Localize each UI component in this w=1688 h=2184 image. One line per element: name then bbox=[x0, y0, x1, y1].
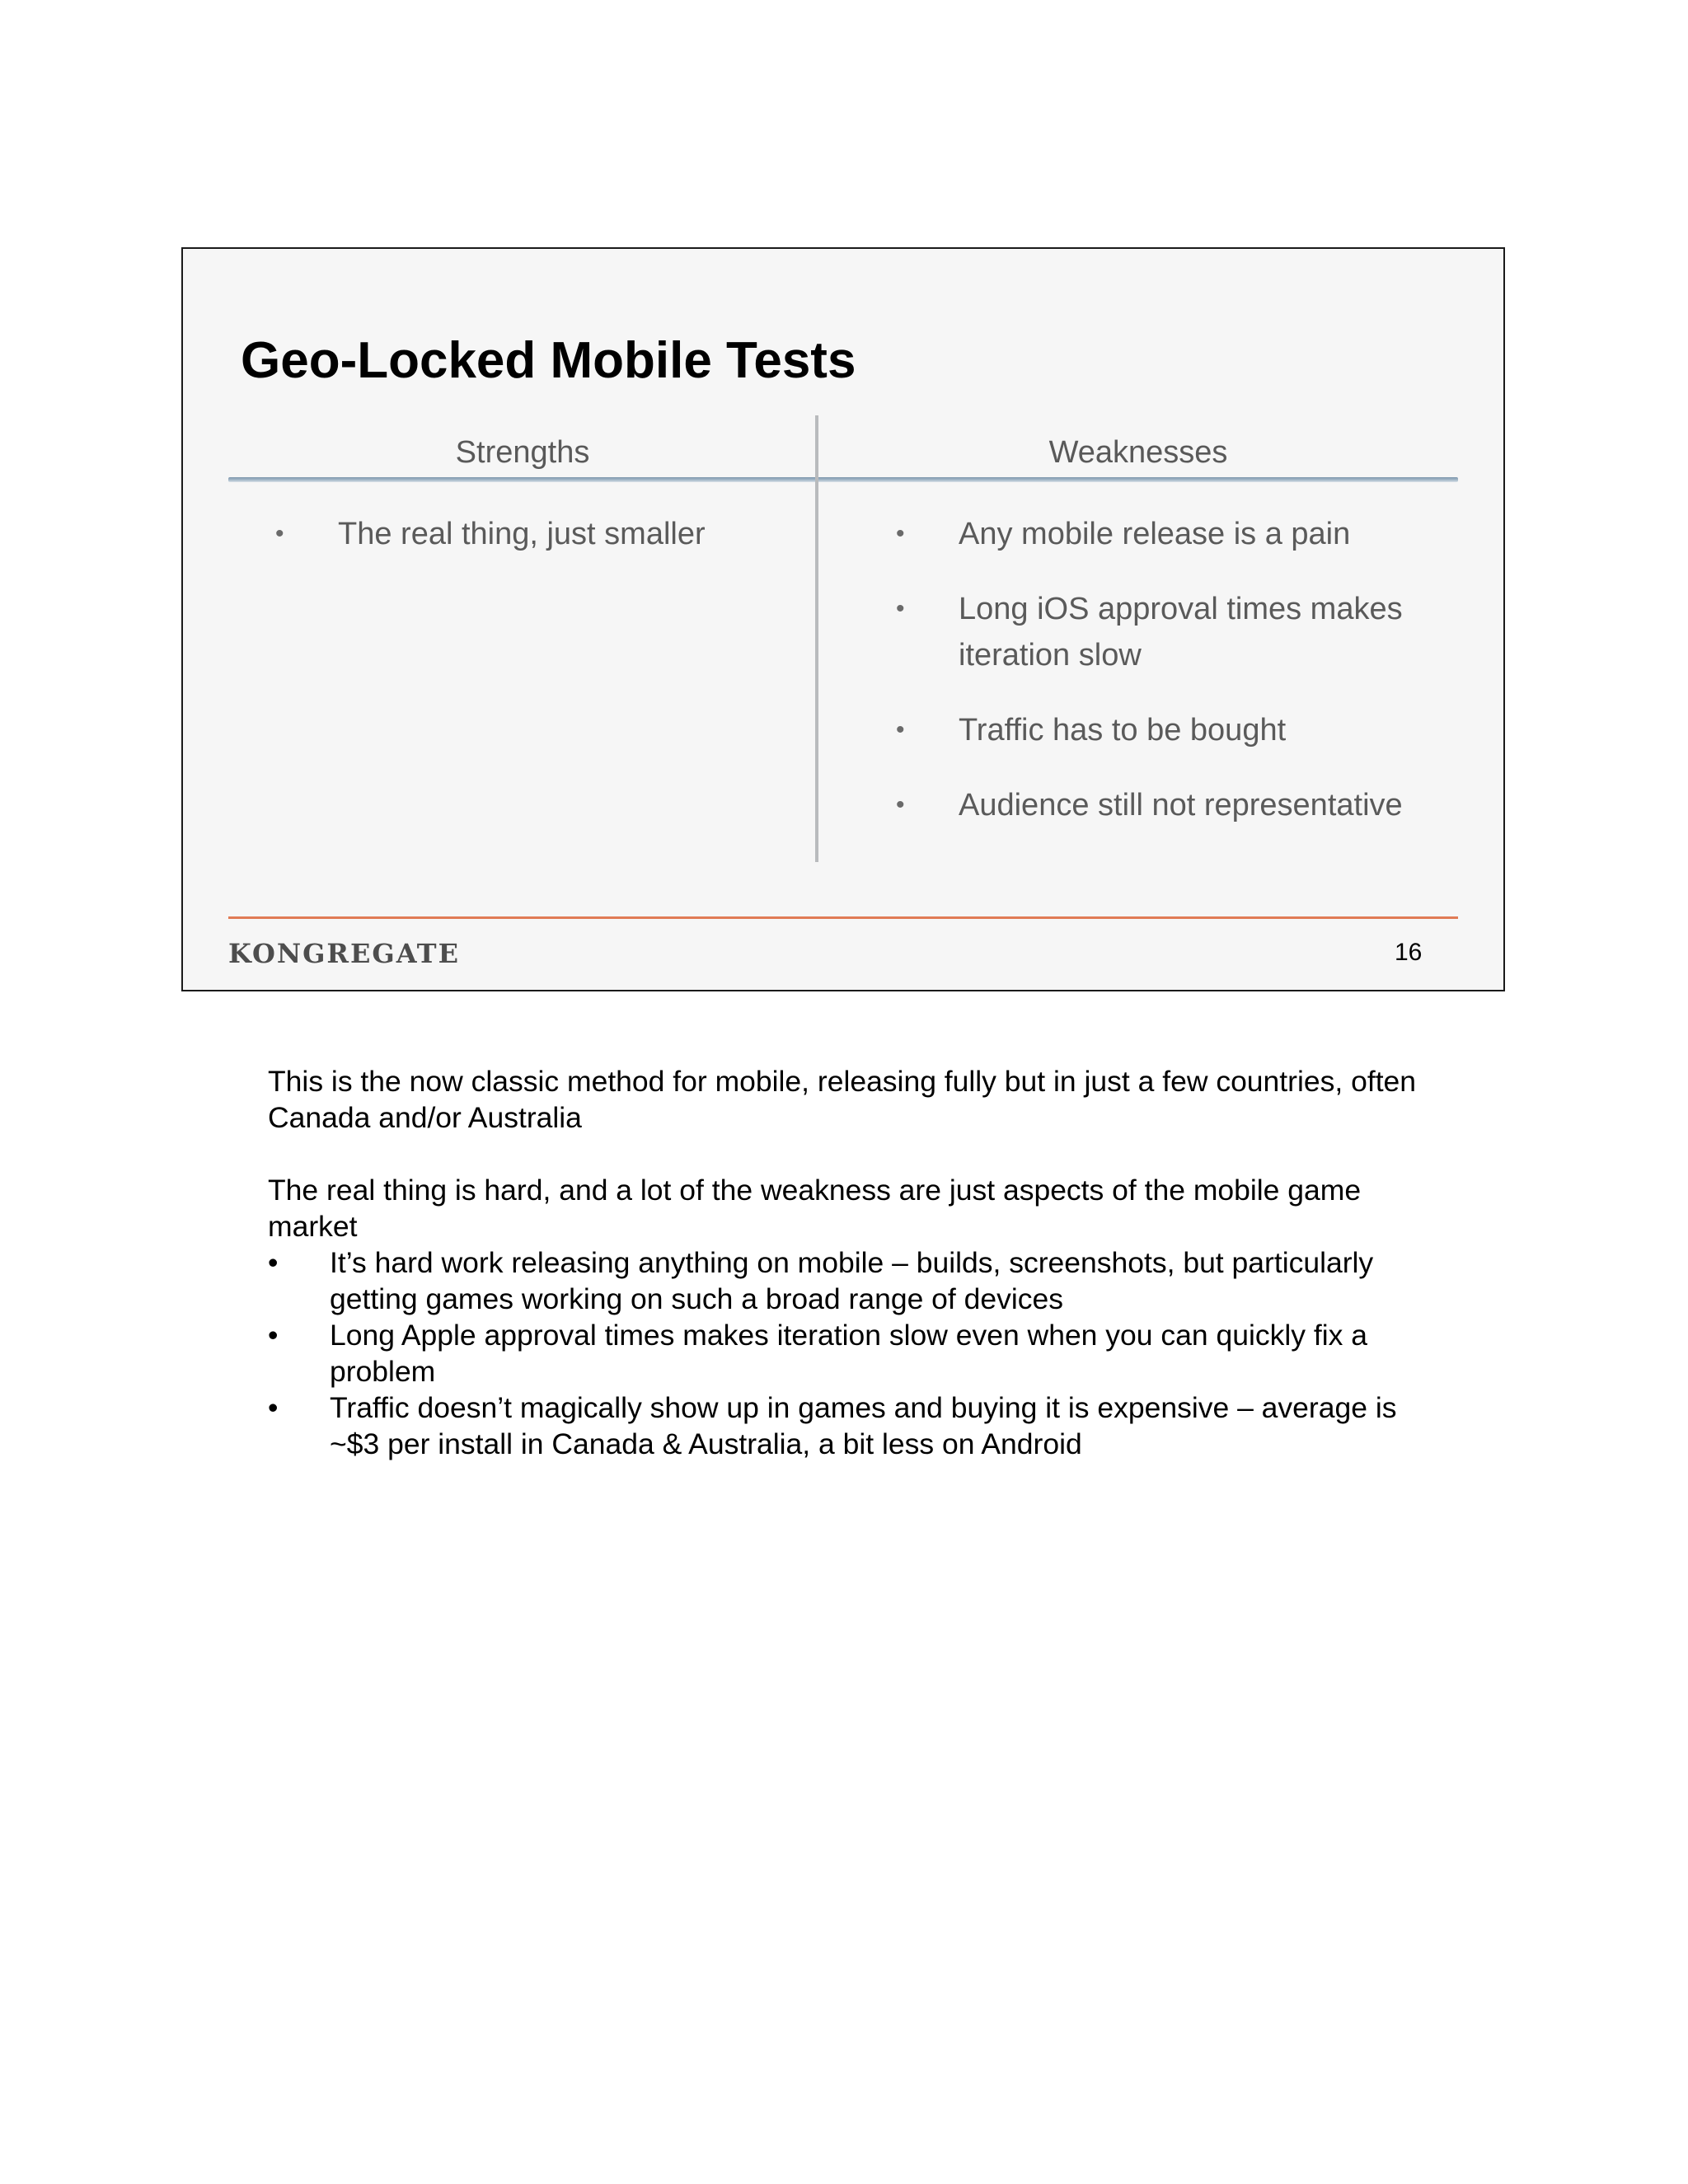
strengths-list bbox=[275, 511, 803, 586]
weakness-item bbox=[896, 707, 1456, 753]
notes-item-text: It’s hard work releasing anything on mobile – builds, screenshots, but particularly getting games working on such a broad range of devices bbox=[330, 1246, 1374, 1315]
strength-text: The real thing, just smaller bbox=[338, 517, 706, 551]
notes-item-text: Long Apple approval times makes iteration slow even when you can quickly fix a problem bbox=[330, 1319, 1367, 1388]
notes-paragraph: The real thing is hard, and a lot of the weakness are just aspects of the mobile game market bbox=[268, 1174, 1362, 1243]
bullet-icon: • bbox=[896, 791, 905, 818]
notes-item-text: Traffic doesn’t magically show up in games and buying it is expensive – average is ~$3 per install in Canada & Australia, a bit less on Android bbox=[330, 1391, 1397, 1460]
bullet-icon: • bbox=[268, 1319, 279, 1352]
page-number: 16 bbox=[1395, 939, 1423, 966]
notes-list-item bbox=[268, 1317, 1447, 1390]
weaknesses-list bbox=[896, 511, 1456, 857]
strength-item bbox=[275, 511, 803, 557]
brand-logo: KONGREGATE bbox=[228, 938, 460, 969]
weakness-text: Long iOS approval times makes iteration slow bbox=[959, 592, 1403, 673]
weaknesses-header: Weaknesses bbox=[1048, 435, 1228, 470]
notes-list-item bbox=[268, 1390, 1447, 1462]
strengths-header: Strengths bbox=[455, 435, 590, 470]
weakness-item bbox=[896, 782, 1456, 828]
weakness-item bbox=[896, 511, 1456, 557]
slide bbox=[181, 247, 1505, 991]
weakness-text: Traffic has to be bought bbox=[959, 713, 1287, 748]
bullet-icon: • bbox=[896, 716, 905, 743]
weakness-text: Any mobile release is a pain bbox=[959, 517, 1351, 551]
paragraph-gap bbox=[268, 1136, 1447, 1172]
weakness-item bbox=[896, 586, 1456, 678]
bullet-icon: • bbox=[896, 520, 905, 547]
speaker-notes bbox=[268, 1063, 1447, 1462]
bullet-icon: • bbox=[896, 595, 905, 622]
notes-paragraph: This is the now classic method for mobile, releasing fully but in just a few countries, often Canada and/or Australia bbox=[268, 1065, 1417, 1134]
notes-list bbox=[268, 1244, 1447, 1462]
bullet-icon: • bbox=[268, 1391, 279, 1424]
bullet-icon: • bbox=[275, 520, 284, 547]
bullet-icon: • bbox=[268, 1246, 279, 1279]
column-divider bbox=[815, 415, 818, 862]
notes-list-item bbox=[268, 1244, 1447, 1317]
slide-title: Geo-Locked Mobile Tests bbox=[241, 332, 856, 389]
header-rule bbox=[228, 477, 1458, 482]
footer-rule bbox=[228, 916, 1458, 919]
weakness-text: Audience still not representative bbox=[959, 788, 1403, 823]
